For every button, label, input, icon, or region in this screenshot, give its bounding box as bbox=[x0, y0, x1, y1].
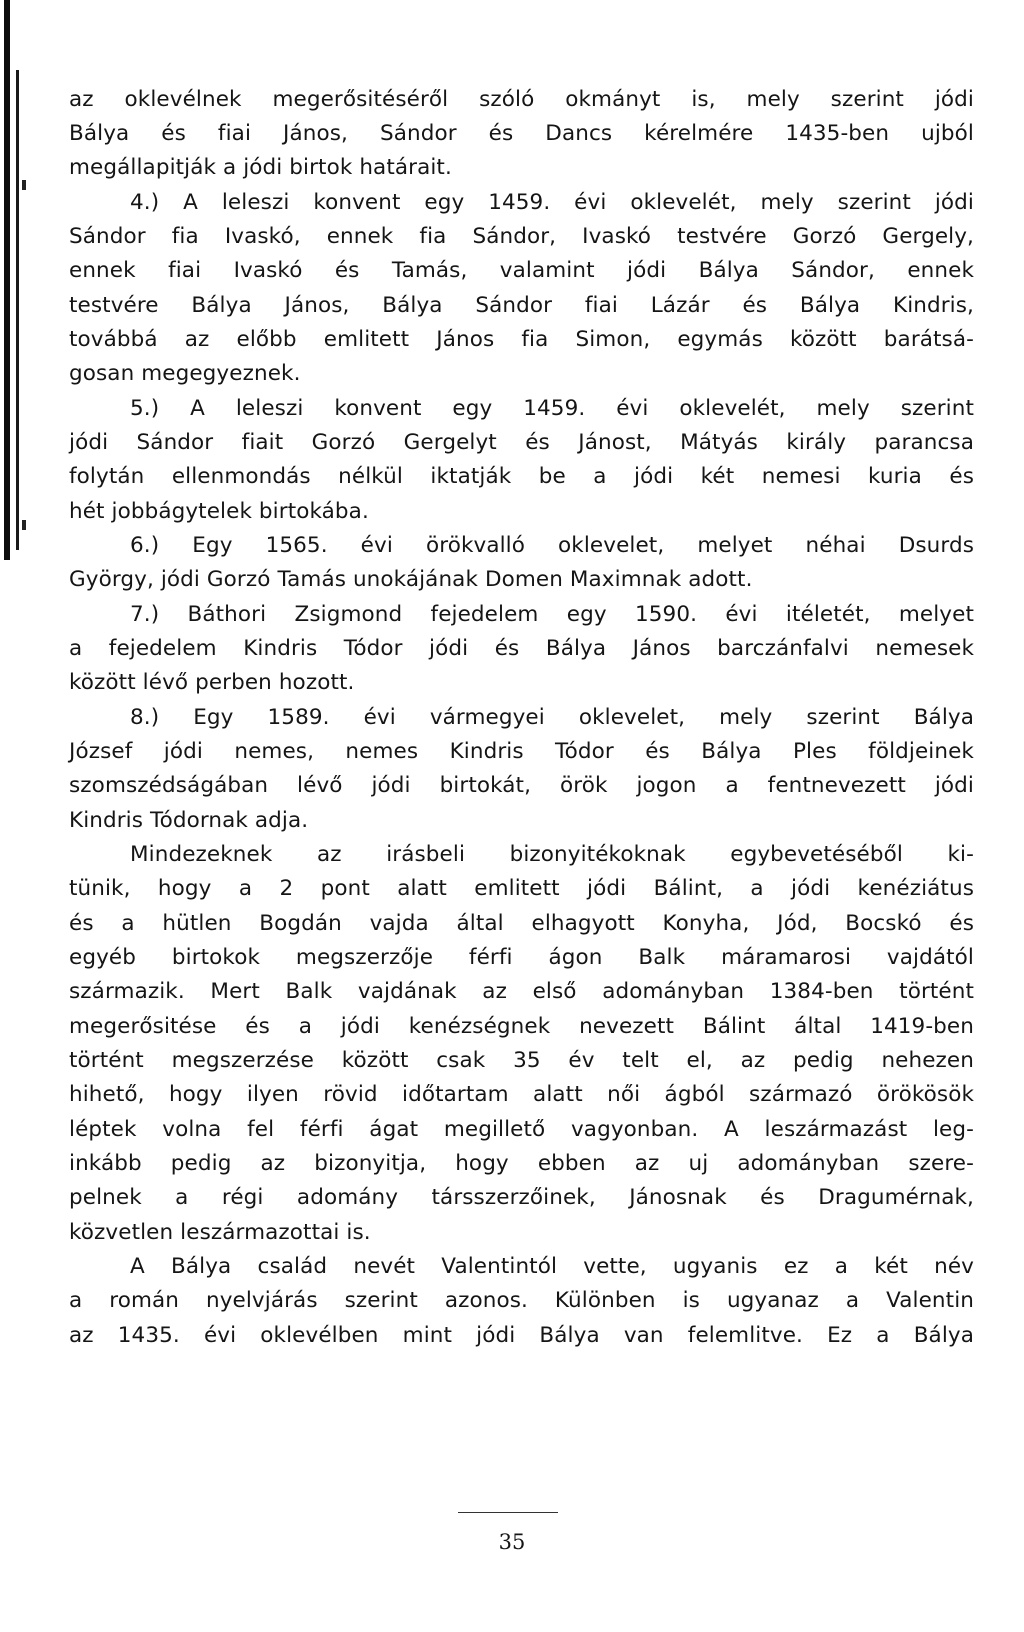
text-line: megállapitják a jódi birtok határait. bbox=[69, 155, 452, 180]
text-line: inkább pedig az bizonyitja, hogy ebben az uj adományban szere- bbox=[69, 1151, 974, 1176]
text-line: megerősitése és a jódi kenézségnek nevezett Bálint által 1419-ben bbox=[69, 1014, 974, 1039]
text-line: a román nyelvjárás szerint azonos. Különben is ugyanaz a Valentin bbox=[69, 1288, 974, 1313]
text-line: léptek volna fel férfi ágat megillető vagyonban. A leszármazást leg- bbox=[69, 1117, 974, 1142]
footer-rule bbox=[458, 1512, 558, 1513]
page-number: 35 bbox=[498, 1530, 526, 1554]
text-line: pelnek a régi adomány társszerzőinek, Jánosnak és Dragumérnak, bbox=[69, 1185, 974, 1210]
text-line: szomszédságában lévő jódi birtokát, örök jogon a fentnevezett jódi bbox=[69, 773, 974, 798]
text-line: József jódi nemes, nemes Kindris Tódor és Bálya Ples földjeinek bbox=[69, 739, 974, 764]
text-line: egyéb birtokok megszerzője férfi ágon Balk máramarosi vajdától bbox=[69, 945, 974, 970]
text-line: az oklevélnek megerősitéséről szóló okmányt is, mely szerint jódi bbox=[69, 87, 974, 112]
text-line: Mindezeknek az irásbeli bizonyitékoknak egybevetéséből ki- bbox=[130, 842, 974, 867]
text-line: ennek fiai Ivaskó és Tamás, valamint jódi Bálya Sándor, ennek bbox=[69, 258, 974, 283]
text-line: történt megszerzése között csak 35 év telt el, az pedig nehezen bbox=[69, 1048, 974, 1073]
text-line: Bálya és fiai János, Sándor és Dancs kérelmére 1435-ben ujból bbox=[69, 121, 974, 146]
text-line: továbbá az előbb emlitett János fia Simon, egymás között barátsá- bbox=[69, 327, 974, 352]
text-line: 7.) Báthori Zsigmond fejedelem egy 1590. évi itéletét, melyet bbox=[130, 602, 974, 627]
text-line: hihető, hogy ilyen rövid időtartam alatt női ágból származó örökösök bbox=[69, 1082, 974, 1107]
text-line: hét jobbágytelek birtokába. bbox=[69, 499, 369, 524]
text-line: 4.) A leleszi konvent egy 1459. évi oklevelét, mely szerint jódi bbox=[130, 190, 974, 215]
text-line: és a hütlen Bogdán vajda által elhagyott Konyha, Jód, Bocskó és bbox=[69, 911, 974, 936]
text-line: A Bálya család nevét Valentintól vette, ugyanis ez a két név bbox=[130, 1254, 974, 1279]
text-line: a fejedelem Kindris Tódor jódi és Bálya János barczánfalvi nemesek bbox=[69, 636, 974, 661]
text-line: 6.) Egy 1565. évi örökvalló oklevelet, melyet néhai Dsurds bbox=[130, 533, 974, 558]
text-line: származik. Mert Balk vajdának az első adományban 1384-ben történt bbox=[69, 979, 974, 1004]
text-line: közvetlen leszármazottai is. bbox=[69, 1220, 371, 1245]
text-line: Kindris Tódornak adja. bbox=[69, 808, 309, 833]
text-line: Sándor fia Ivaskó, ennek fia Sándor, Ivaskó testvére Gorzó Gergely, bbox=[69, 224, 974, 249]
text-line: jódi Sándor fiait Gorzó Gergelyt és Jánost, Mátyás király parancsa bbox=[69, 430, 974, 455]
text-line: az 1435. évi oklevélben mint jódi Bálya van felemlitve. Ez a Bálya bbox=[69, 1323, 974, 1348]
text-line: gosan megegyeznek. bbox=[69, 361, 301, 386]
text-line: között lévő perben hozott. bbox=[69, 670, 355, 695]
text-line: testvére Bálya János, Bálya Sándor fiai Lázár és Bálya Kindris, bbox=[69, 293, 974, 318]
text-line: 5.) A leleszi konvent egy 1459. évi oklevelét, mely szerint bbox=[130, 396, 974, 421]
text-line: folytán ellenmondás nélkül iktatják be a jódi két nemesi kuria és bbox=[69, 464, 974, 489]
text-line: György, jódi Gorzó Tamás unokájának Domen Maximnak adott. bbox=[69, 567, 753, 592]
text-line: tünik, hogy a 2 pont alatt emlitett jódi Bálint, a jódi kenéziátus bbox=[69, 876, 974, 901]
text-line: 8.) Egy 1589. évi vármegyei oklevelet, mely szerint Bálya bbox=[130, 705, 974, 730]
